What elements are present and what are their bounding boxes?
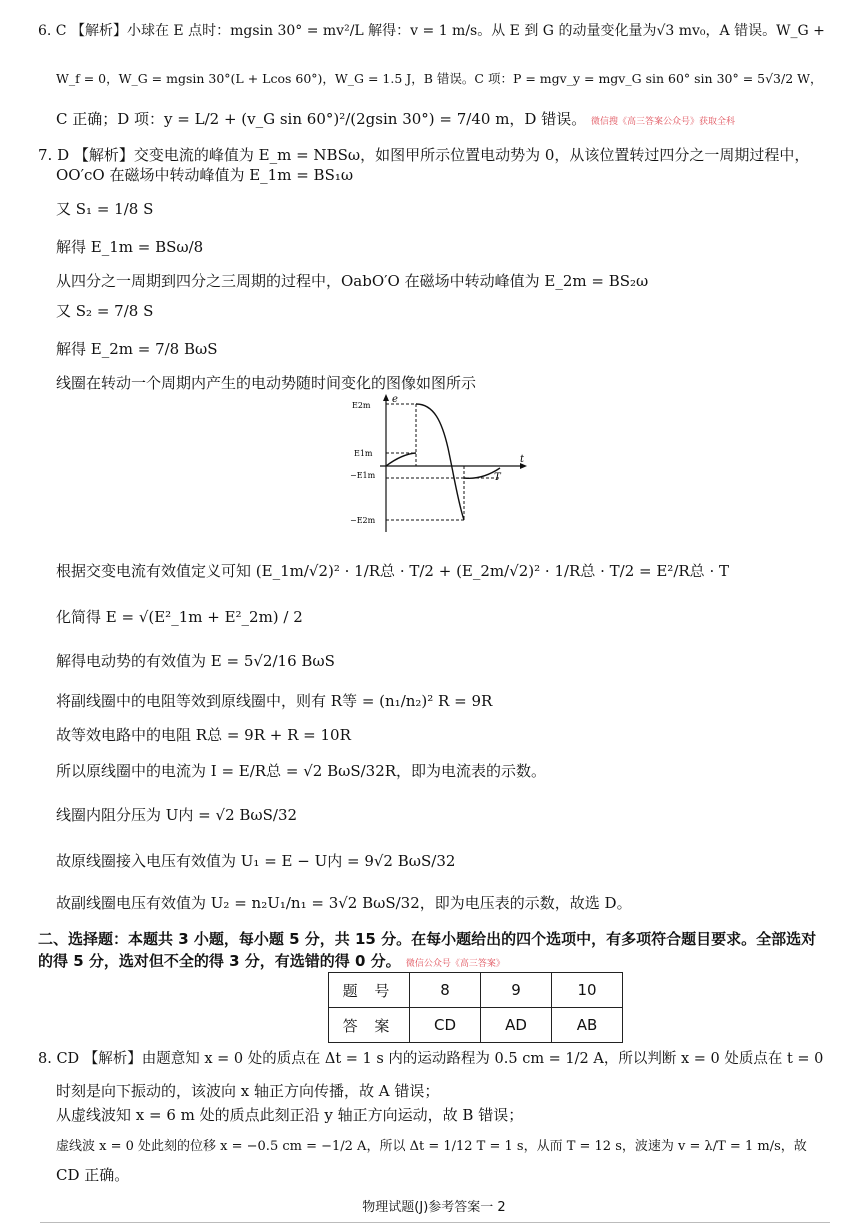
table-cell: 9 bbox=[481, 973, 552, 1008]
section-heading-1: 二、选择题：本题共 3 小题，每小题 5 分，共 15 分。在每小题给出的四个选项中，有多项符合题目要求。全部选对 bbox=[38, 930, 817, 948]
text-span: C 正确；D 项：y = L/2 + (v_G sin 60°)²/(2gsin 30°) = 7/40 m，D 错误。 bbox=[56, 110, 587, 128]
text-line-q7-5: 从四分之一周期到四分之三周期的过程中，OabO′O 在磁场中转动峰值为 E_2m = BS₂ω bbox=[56, 272, 649, 290]
divider bbox=[40, 1222, 830, 1223]
label-T: T bbox=[494, 472, 501, 483]
answer-table bbox=[328, 972, 623, 1043]
label-e1m: E1m bbox=[354, 449, 373, 458]
text-line-q7-3: 又 S₁ = 1/8 S bbox=[56, 200, 154, 218]
text-line-q7-2: OO′cO 在磁场中转动峰值为 E_1m = BS₁ω bbox=[56, 166, 354, 184]
label-e2m: E2m bbox=[352, 401, 371, 410]
table-cell: 答 案 bbox=[329, 1008, 410, 1043]
e-axis-arrow bbox=[383, 394, 389, 401]
text-line-q7-8: 线圈在转动一个周期内产生的电动势随时间变化的图像如图所示 bbox=[56, 374, 477, 392]
text-line-q7-11: 解得电动势的有效值为 E = 5√2/16 BωS bbox=[56, 652, 335, 670]
label-neg-e1m: −E1m bbox=[350, 471, 376, 480]
table-cell: AB bbox=[552, 1008, 623, 1043]
table-cell: CD bbox=[410, 1008, 481, 1043]
watermark-text: 微信搜《高三答案公众号》获取全科 bbox=[591, 117, 736, 127]
text-line-q7-4: 解得 E_1m = BSω/8 bbox=[56, 238, 204, 256]
text-line-q7-17: 故副线圈电压有效值为 U₂ = n₂U₁/n₁ = 3√2 BωS/32，即为电压表的示数，故选 D。 bbox=[56, 894, 632, 912]
table-row bbox=[329, 1008, 623, 1043]
text-line-q7-15: 线圈内阻分压为 U内 = √2 BωS/32 bbox=[56, 806, 298, 824]
axis-label-e: e bbox=[392, 394, 398, 405]
text-line-q8-5: CD 正确。 bbox=[56, 1166, 130, 1184]
text-line-q7-1: 7. D 【解析】交变电流的峰值为 E_m = NBSω，如图甲所示位置电动势为 0，从该位置转过四分之一周期过程中， bbox=[38, 146, 810, 164]
text-span: 的得 5 分，选对但不全的得 3 分，有选错的得 0 分。 bbox=[38, 952, 401, 970]
text-line-q7-16: 故原线圈接入电压有效值为 U₁ = E − U内 = 9√2 BωS/32 bbox=[56, 852, 456, 870]
text-line-q7-12: 将副线圈中的电阻等效到原线圈中，则有 R等 = (n₁/n₂)² R = 9R bbox=[56, 692, 493, 710]
table-row bbox=[329, 973, 623, 1008]
text-line-q7-14: 所以原线圈中的电流为 I = E/R总 = √2 BωS/32R，即为电流表的示数。 bbox=[56, 762, 547, 780]
text-line-q6-2: W_f = 0，W_G = mgsin 30°(L + Lcos 60°)，W_G = 1.5 J，B 错误。C 项：P = mgv_y = mgv_G sin 60° sin 30° = 5√3/2 W， bbox=[56, 71, 823, 86]
curve-segment-1 bbox=[386, 453, 416, 466]
table-cell: AD bbox=[481, 1008, 552, 1043]
text-line-q7-6: 又 S₂ = 7/8 S bbox=[56, 302, 154, 320]
curve-segment-2 bbox=[416, 404, 464, 520]
text-line-q8-1: 8. CD 【解析】由题意知 x = 0 处的质点在 Δt = 1 s 内的运动路程为 0.5 cm = 1/2 A，所以判断 x = 0 处质点在 t = 0 bbox=[38, 1051, 824, 1067]
page-footer: 物理试题(J)参考答案一 2 bbox=[362, 1200, 506, 1215]
text-line-q6-1: 6. C 【解析】小球在 E 点时：mgsin 30° = mv²/L 解得：v = 1 m/s。从 E 到 G 的动量变化量为√3 mv₀，A 错误。W_G + bbox=[38, 23, 825, 39]
table-cell: 题 号 bbox=[329, 973, 410, 1008]
table-cell: 10 bbox=[552, 973, 623, 1008]
table-cell: 8 bbox=[410, 973, 481, 1008]
text-line-q8-4: 虚线波 x = 0 处此刻的位移 x = −0.5 cm = −1/2 A，所以 Δt = 1/12 T = 1 s，从而 T = 12 s，波速为 v = λ/T = 1 m/s，故 bbox=[56, 1139, 807, 1154]
label-neg-e2m: −E2m bbox=[350, 516, 376, 525]
text-line-q7-7: 解得 E_2m = 7/8 BωS bbox=[56, 340, 218, 358]
text-line-q7-9: 根据交变电流有效值定义可知 (E_1m/√2)² · 1/R总 · T/2 + (E_2m/√2)² · 1/R总 · T/2 = E²/R总 · T bbox=[56, 562, 729, 580]
text-line-q7-13: 故等效电路中的电阻 R总 = 9R + R = 10R bbox=[56, 726, 351, 744]
text-line-q7-10: 化简得 E = √(E²_1m + E²_2m) / 2 bbox=[56, 608, 303, 626]
axis-label-t: t bbox=[520, 454, 525, 465]
watermark-text: 微信公众号《高三答案》 bbox=[405, 959, 505, 969]
emf-time-graph bbox=[350, 392, 530, 537]
text-line-q6-3 bbox=[56, 108, 735, 133]
text-line-q8-2: 时刻是向下振动的，该波向 x 轴正方向传播，故 A 错误； bbox=[56, 1082, 440, 1100]
text-line-q8-3: 从虚线波知 x = 6 m 处的质点此刻正沿 y 轴正方向运动，故 B 错误； bbox=[56, 1106, 524, 1124]
